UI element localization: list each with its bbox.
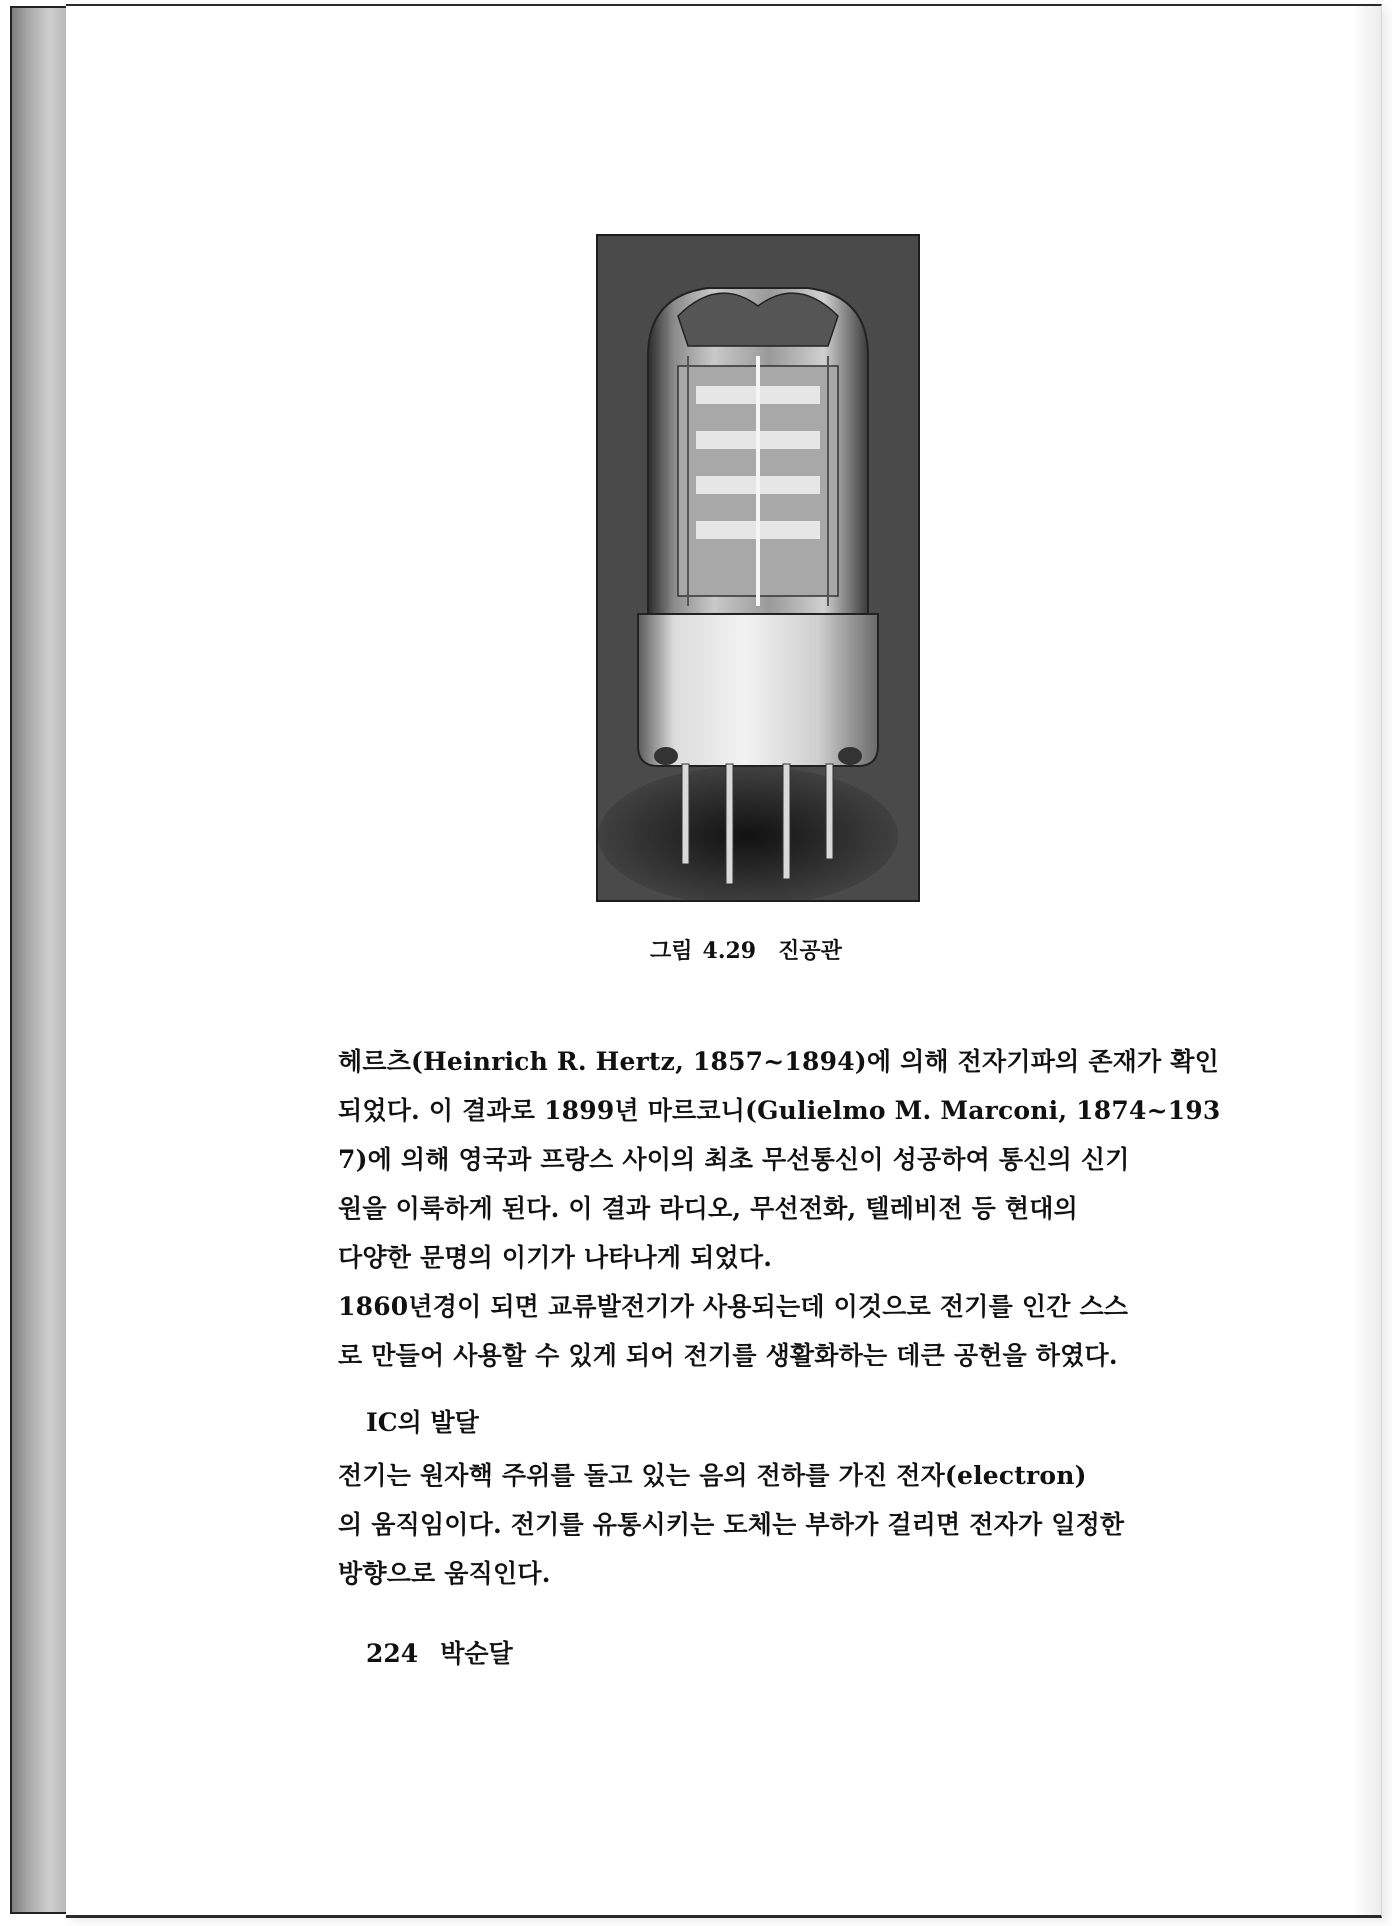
vacuum-tube-illustration — [598, 236, 918, 900]
paragraph-line: 원을 이룩하게 된다. 이 결과 라디오, 무선전화, 텔레비전 등 현대의 — [338, 1194, 1078, 1223]
paragraph-line: 1860년경이 되면 교류발전기가 사용되는데 이것으로 전기를 인간 스스 — [338, 1292, 1129, 1321]
section-heading: IC의 발달 — [366, 1408, 479, 1437]
paragraph-line: 의 움직임이다. 전기를 유통시키는 도체는 부하가 걸리면 전자가 일정한 — [338, 1510, 1125, 1539]
caption-prefix: 그림 — [650, 938, 693, 964]
tube-pin — [682, 764, 689, 864]
author-name: 박순달 — [440, 1639, 513, 1668]
tube-base — [638, 614, 878, 766]
base-rivet-left — [654, 747, 678, 765]
book-spine — [10, 6, 68, 1914]
page-edge-shading — [1351, 6, 1381, 1915]
page-footer — [366, 1634, 513, 1670]
tube-pin — [726, 764, 733, 884]
base-rivet-right — [838, 747, 862, 765]
tube-shadow — [598, 766, 898, 900]
tube-pin — [826, 764, 833, 859]
paragraph-line: 다양한 문명의 이기가 나타나게 되었다. — [338, 1243, 773, 1272]
page-number: 224 — [366, 1639, 419, 1668]
paragraph-line: 방향으로 움직인다. — [338, 1559, 551, 1588]
paragraph-line: 되었다. 이 결과로 1899년 마르코니(Gulielmo M. Marconi, 1874~193 — [338, 1096, 1221, 1125]
vacuum-tube-figure — [596, 234, 920, 902]
paragraph-1 — [338, 1037, 1224, 1282]
caption-number: 4.29 — [702, 938, 757, 964]
paragraph-2 — [338, 1282, 1224, 1380]
paragraph-line: 7)에 의해 영국과 프랑스 사이의 최초 무선통신이 성공하여 통신의 신기 — [338, 1145, 1130, 1174]
caption-title: 진공관 — [778, 938, 842, 964]
paragraph-line: 헤르츠(Heinrich R. Hertz, 1857~1894)에 의해 전자기파의 존재가 확인 — [338, 1047, 1219, 1076]
figure-caption — [650, 934, 842, 965]
paragraph-line: 로 만들어 사용할 수 있게 되어 전기를 생활화하는 데큰 공헌을 하였다. — [338, 1341, 1118, 1370]
section-paragraph — [338, 1451, 1224, 1598]
paragraph-line: 전기는 원자핵 주위를 돌고 있는 음의 전하를 가진 전자(electron) — [338, 1461, 1087, 1490]
tube-pin — [783, 764, 790, 879]
